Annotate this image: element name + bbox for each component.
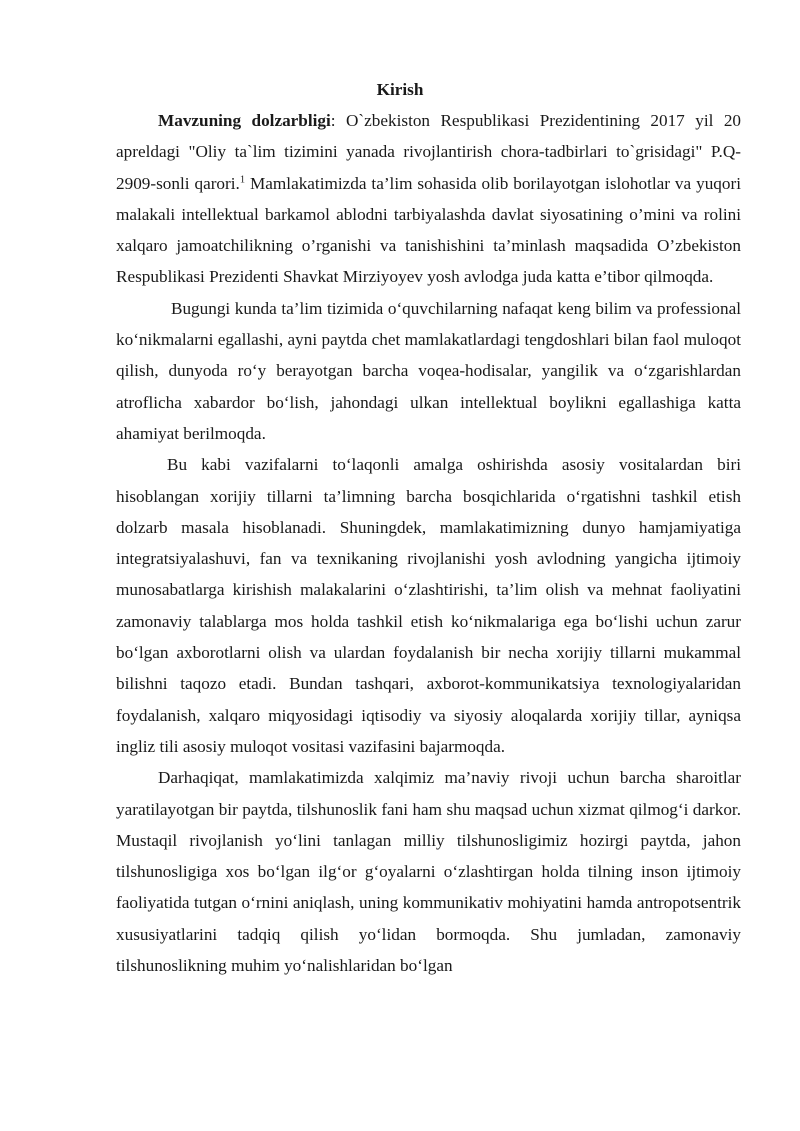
relevance-lead: Mavzuning dolzarbligi (158, 111, 331, 130)
paragraph-education-system: Bugungi kunda ta’lim tizimida o‘quvchilarning nafaqat keng bilim va professional ko‘nikmalarni egallashi, ayni paytda chet mamlakatlardagi tengdoshlari bilan faol muloqot qilish, dunyoda ro‘y berayotgan barcha voqea-hodisalar, yangilik va o‘zgarishlardan atroflicha xabardor bo‘lish, jahondagi ulkan intellektual boylikni egallashiga katta ahamiyat berilmoqda. (116, 298, 741, 443)
relevance-text: : O`zbekiston Respublikasi Prezidentining 2017 yil 20 apreldagi "Oliy ta`lim tizimini yanada rivojlantirish chora-tadbirlari to`grisidagi" P.Q- 2909-sonli qarori. (116, 111, 742, 193)
paragraph-linguistics: Darhaqiqat, mamlakatimizda xalqimiz ma’naviy rivoji uchun barcha sharoitlar yaratilayotgan bir paytda, tilshunoslik fani ham shu maqsad uchun xizmat qilmog‘i darkor. Mustaqil rivojlanish yo‘lini tanlagan milliy tilshunosligimiz hozirgi paytda, jahon tilshunosligiga xos bo‘lgan ilg‘or g‘oyalarni o‘zlashtirgan holda tilning inson ijtimoiy faoliyatida tutgan o‘rnini aniqlash, uning kommunikativ mohiyatini hamda antropotsentrik xususiyatlarini tadqiq qilish yo‘lidan bormoqda. Shu jumladan, zamonaviy tilshunoslikning muhim yo‘nalishlaridan bo‘lgan (116, 768, 741, 976)
section-title: Kirish (376, 80, 424, 99)
footnote-reference[interactable]: 1 (239, 173, 246, 185)
paragraph-relevance (116, 105, 741, 293)
paragraph-foreign-languages: Bu kabi vazifalarni to‘laqonli amalga oshirishda asosiy vositalardan biri hisoblangan xorijiy tillarni ta’limning barcha bosqichlarida o‘rgatishni tashkil etish dolzarb masala hisoblanadi. Shuningdek, mamlakatimizning dunyo hamjamiyatiga integratsiyalashuvi, fan va texnikaning rivojlanishi yosh avlodning yangicha ijtimoiy munosabatlarga kirishish malakalarini o‘zlashtirishi, ta’lim olish va mehnat faoliyatini zamonaviy talablarga mos holda tashkil etish ko‘nikmalariga ega bo‘lishi uchun zarur bo‘lgan axborotlarni olish va ulardan foydalanish bir necha xorijiy tillarni mukammal bilishni taqozo etadi. Bundan tashqari, axborot-kommunikatsiya texnologiyalaridan foydalanish, xalqaro miqyosidagi iqtisodiy va siyosiy aloqalarda xorijiy tillar, ayniqsa ingliz tili asosiy muloqot vositasi vazifasini bajarmoqda. (116, 455, 741, 756)
document-body (116, 105, 741, 981)
relevance-text-continued: Mamlakatimizda ta’lim sohasida olib borilayotgan islohotlar va yuqori malakali intellektual barkamol ablodni tarbiyalashda davlat siyosatining o’mini va rolini xalqaro jamoatchilikning o’rganishi va tanishishini ta’minlash maqsadida O’zbekiston Respublikasi Prezidenti Shavkat Mirziyoyev yosh avlodga juda katta e’tibor qilmoqda. (116, 173, 741, 287)
